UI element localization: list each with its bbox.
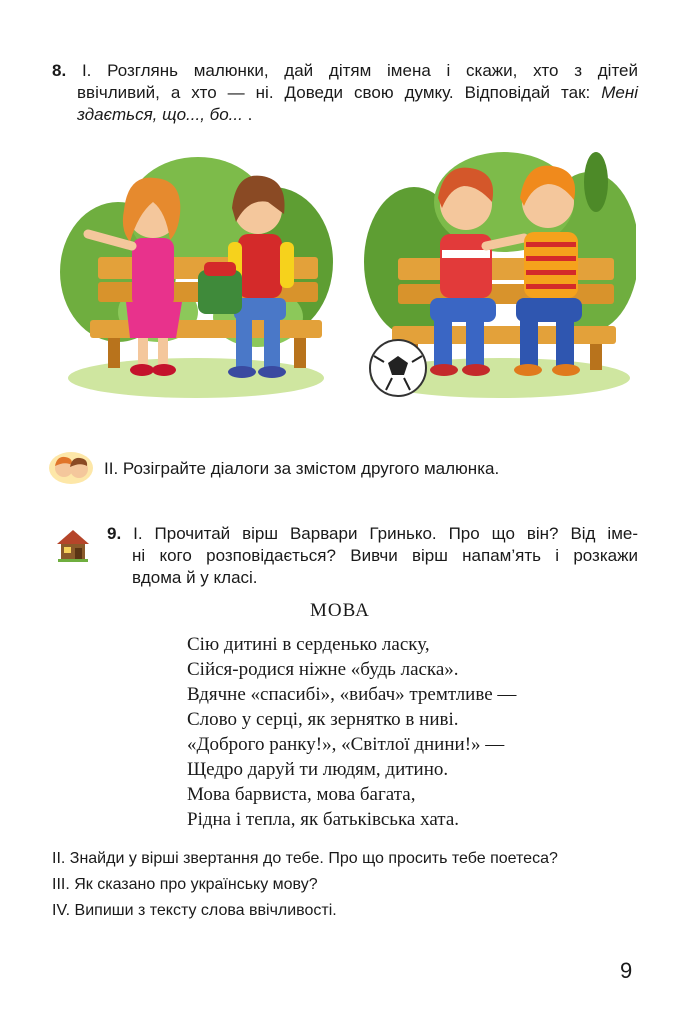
task-9-line-1: 9. І. Прочитай вірш Варвари Гринько. Про що він? Від іме-	[107, 524, 638, 543]
task-8-line-2: ввічливий, а хто — ні. Доведи свою думку. Відповідай так: Мені	[77, 83, 638, 102]
poem-line: Вдячне «спасибі», «вибач» тремтливе —	[187, 684, 517, 705]
poem-title: МОВА	[310, 600, 370, 621]
poem-body	[187, 632, 627, 832]
poem-line: «Доброго ранку!», «Світлої днини!» —	[187, 734, 505, 755]
task-9-line-3: вдома й у класі.	[132, 568, 258, 587]
two-boys-svg	[364, 142, 636, 404]
pair-work-icon	[48, 450, 94, 486]
task-9-number: 9.	[107, 524, 122, 543]
poem-line: Слово у серці, як зернятко в ниві.	[187, 709, 459, 730]
question-3: ІІІ. Як сказано про українську мову?	[52, 876, 318, 893]
task-8	[52, 60, 638, 126]
question-2: ІІ. Знайди у вірші звертання до тебе. Про що просить тебе поетеса?	[52, 850, 558, 867]
task-9-line-2: ні кого розповідається? Вивчи вірш напам’ять і розкажи	[132, 546, 638, 565]
question-4: IV. Випиши з тексту слова ввічливості.	[52, 902, 337, 919]
poem-line: Мова барвиста, мова багата,	[187, 784, 416, 805]
page-number: 9	[620, 958, 633, 983]
task-8-line-1: 8. І. Розглянь малюнки, дай дітям імена і скажи, хто з дітей	[52, 61, 638, 80]
poem-line: Сію дитині в серденько ласку,	[187, 634, 430, 655]
poem-line: Сійся-родися ніжне «будь ласка».	[187, 659, 459, 680]
poem-line: Щедро даруй ти людям, дитино.	[187, 759, 449, 780]
house-icon	[56, 528, 90, 562]
two-boys-on-bench-with-ball-illustration	[364, 142, 636, 404]
poem-line: Рідна і тепла, як батьківська хата.	[187, 809, 460, 830]
task-8-number: 8.	[52, 61, 67, 80]
part-2-text: ІІ. Розіграйте діалоги за змістом другого малюнка.	[104, 459, 500, 478]
questions	[52, 846, 652, 924]
two-girls-on-bench-illustration	[58, 142, 334, 402]
task-9	[107, 523, 638, 589]
task-8-line-3: здається, що..., бо... .	[77, 105, 253, 124]
two-girls-svg	[58, 142, 334, 402]
